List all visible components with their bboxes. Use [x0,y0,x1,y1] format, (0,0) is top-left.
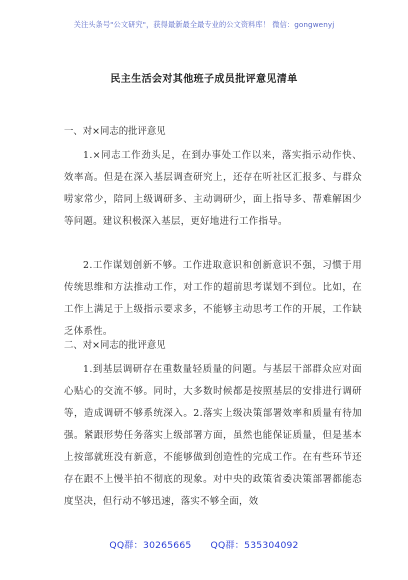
section-heading-1: 一、对×同志的批评意见 [64,126,166,137]
section-heading-2: 二、对×同志的批评意见 [64,340,166,351]
header-promo-note: 关注头条号"公文研究"，获得最新最全最专业的公文资料库！ 微信：gongwenyj [73,20,335,29]
footer-contact [0,537,408,551]
section-2-paragraph-1: 1.到基层调研存在重数量轻质量的问题。与基层干部群众应对面心贴心的交流不够。同时，大多数时候都是按照基层的安排进行调研等，造成调研不够系统深入。2.落实上级决策部署效率和质量有待加强。紧跟形势任务落实上级部署方面，虽然也能保证质量，但是基本上按部就班没有新意，不能够做到创造性的完成工作。在有些环节还存在跟不上慢半拍不彻底的现象。对中央的政策省委决策部署都能态度坚决，但行动不够迅速，落实不够全面，效 [64,364,362,507]
section-1-paragraph-1: 1.×同志工作劲头足，在到办事处工作以来，落实指示动作快、效率高。但是在深入基层调查研究上，还存在听社区汇报多、与群众唠家常少，陪同上级调研多、主动调研少，面上指导多、帮难解困少等问题。建议积极深入基层，更好地进行工作指导。 [64,150,362,227]
footer-qq-group-2: QQ群：535304092 [210,540,299,551]
footer-qq-group-1: QQ群：30265665 [109,540,192,551]
document-title: 民主生活会对其他班子成员批评意见清单 [110,74,298,85]
section-1-paragraph-2: 2.工作谋划创新不够。工作进取意识和创新意识不强，习惯于用传统思维和方法推动工作，对工作的超前思考谋划不到位。比如，在工作上满足于上级指示要求多，不能够主动思考工作的开展，工作缺乏体系性。 [64,260,362,337]
